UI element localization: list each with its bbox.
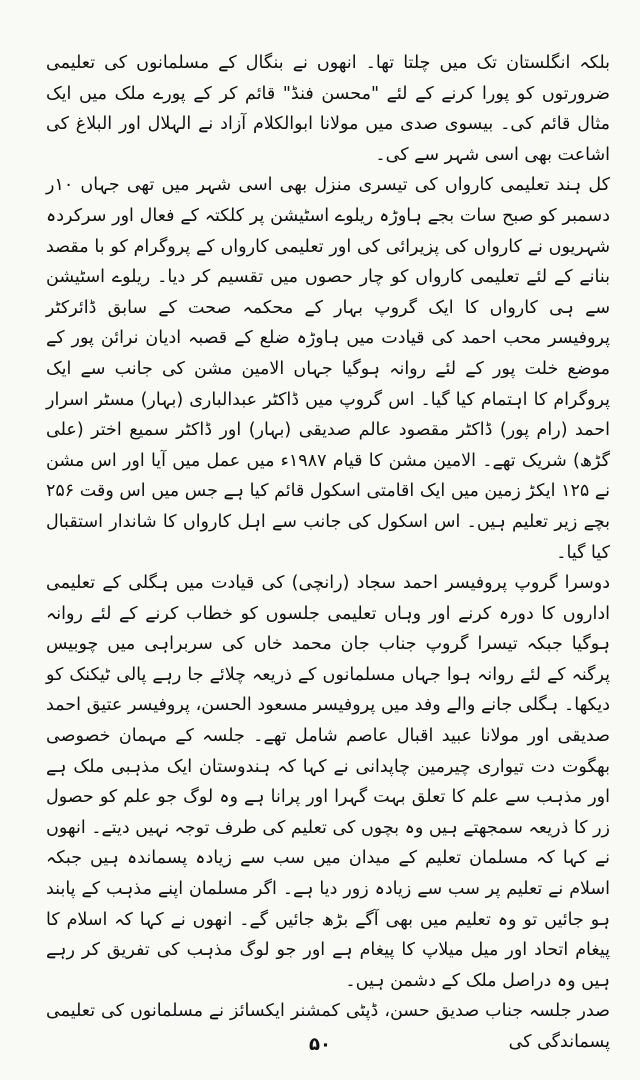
paragraph-4: صدر جلسہ جناب صدیق حسن، ڈپٹی کمشنر ایکسائز نے مسلمانوں کی تعلیمی پسماندگی کی	[46, 1001, 610, 1052]
paragraph-2: کل ہند تعلیمی کارواں کی تیسری منزل بھی اسی شہر میں تھی جہاں ۱۰ر دسمبر کو صبح سات بجے ہاوڑہ ریلوے اسٹیشن پر کلکتہ کے فعال اور سرکردہ شہریوں نے کارواں کی پزیرائی کی اور تعلیمی کارواں کے پروگرام کو با مقصد بنانے کے لئے تعلیمی کارواں کو چار حصوں میں تقسیم کر دیا۔ ریلوے اسٹیشن سے ہی کارواں کا ایک گروپ بہار کے محکمہ صحت کے سابق ڈائرکٹر پروفیسر محب احمد کی قیادت میں ہاوڑہ ضلع کے قصبہ ادیان نرائن پور کے موضع خلت پور کے لئے روانہ ہوگیا جہاں الامین مشن کی جانب سے ایک پروگرام کا اہتمام کیا گیا۔ اس گروپ میں ڈاکٹر عبدالباری (بہار) مسٹر اسرار احمد (رام پور) ڈاکٹر مقصود عالم صدیقی (بہار) اور ڈاکٹر سمیع اختر (علی گڑھ) شریک تھے۔ الامین مشن کا قیام ۱۹۸۷ء میں عمل میں آیا اور اس مشن نے ۱۲۵ ایکڑ زمین میں ایک اقامتی اسکول قائم کیا ہے جس میں اس وقت ۲۵۶ بچے زیر تعلیم ہیں۔ اس اسکول کی جانب سے اہل کارواں کا شاندار استقبال کیا گیا۔	[46, 175, 610, 563]
paragraph-3: دوسرا گروپ پروفیسر احمد سجاد (رانچی) کی قیادت میں ہگلی کے تعلیمی اداروں کا دورہ کرنے اور وہاں تعلیمی جلسوں کو خطاب کرنے کے لئے روانہ ہوگیا جبکہ تیسرا گروپ جناب جان محمد خاں کی سربراہی میں چوبیس پرگنہ کے لئے روانہ ہوا جہاں مسلمانوں کے ذریعہ چلائے جا رہے پالی ٹیکنک کو دیکھا۔ ہگلی جانے والے وفد میں پروفیسر مسعود الحسن، پروفیسر عتیق احمد صدیقی اور مولانا عبید اقبال عاصم شامل تھے۔ جلسہ کے مہمان خصوصی بھگوت دت تیواری چیرمین چاپدانی نے کہا کہ ہندوستان ایک مذہبی ملک ہے اور مذہب سے علم کا تعلق بہت گہرا اور پرانا ہے وہ لوگ جو علم کو حصول زر کا ذریعہ سمجھتے ہیں وہ بچوں کی تعلیم کی طرف توجہ نہیں دیتے۔ انھوں نے کہا کہ مسلمان تعلیم کے میدان میں سب سے زیادہ پسماندہ ہیں جبکہ اسلام نے تعلیم پر سب سے زیادہ زور دیا ہے۔ اگر مسلمان اپنے مذہب کے پابند ہو جائیں تو وہ تعلیم میں بھی آگے بڑھ جائیں گے۔ انھوں نے کہا کہ اسلام کا پیغام اتحاد اور میل میلاپ کا پیغام ہے اور جو لوگ مذہب کی تفریق کر رہے ہیں وہ دراصل ملک کے دشمن ہیں۔	[46, 573, 610, 991]
body-text	[46, 48, 610, 1058]
paragraph-1: بلکہ انگلستان تک میں چلتا تھا۔ انھوں نے بنگال کے مسلمانوں کی تعلیمی ضرورتوں کو پورا کرنے کے لئے "محسن فنڈ" قائم کر کے پورے ملک میں ایک مثال قائم کی۔ بیسوی صدی میں مولانا ابوالکلام آزاد نے الہلال اور البلاغ کی اشاعت بھی اسی شہر سے کی۔	[46, 53, 610, 165]
page-number: ۵۰	[309, 1034, 331, 1055]
